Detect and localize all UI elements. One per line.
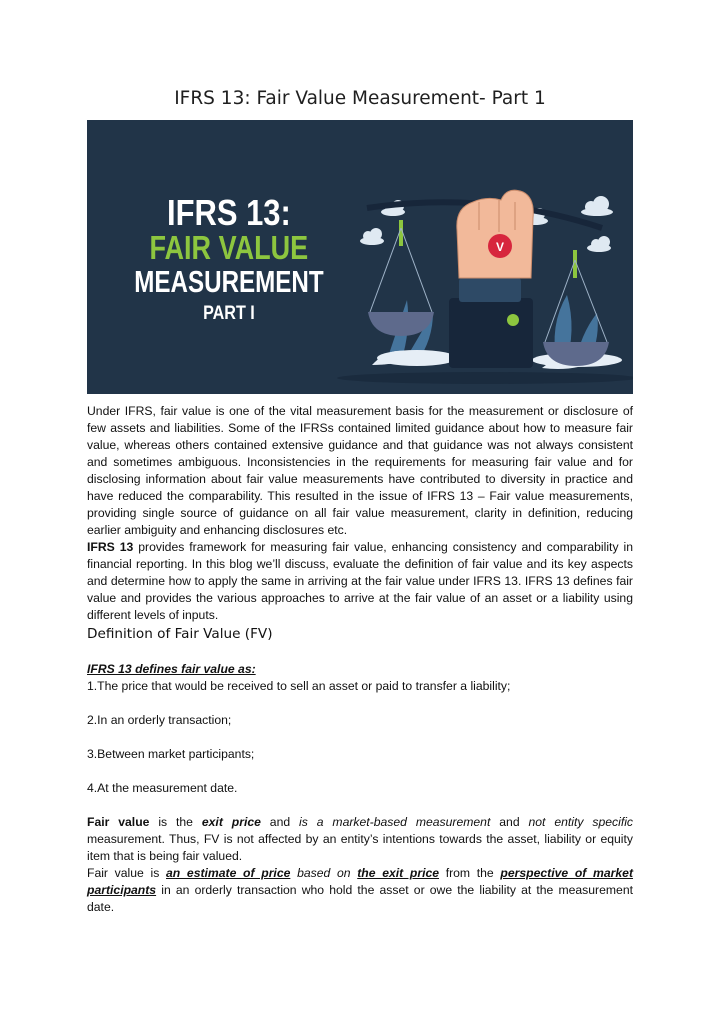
definition-item-3: 3.Between market participants; xyxy=(87,747,255,761)
banner-line-3: MEASUREMENT xyxy=(134,264,324,299)
intro-paragraph: Under IFRS, fair value is one of the vital measurement basis for the measurement or disclosure of few assets and liabilities. Some of the IFRSs contained limited guidance about how to measure fair value, whereas others contained extensive guidance and that guidance was not always consistent and sometimes ambiguous. Inconsistencies in the requirements for measuring fair value and for disclosing information about fair value measurements have contributed to diversity in practice and have reduced the comparability. This resulted in the issue of IFRS 13 – Fair value measurements, providing single source of guidance on all fair value measurement, clarity in definition, reducing earlier ambiguity and enhancing disclosures etc. xyxy=(87,404,633,537)
logo-letter: V xyxy=(495,240,505,254)
banner-line-2: FAIR VALUE xyxy=(149,230,309,267)
fair-value-paragraph: Fair value is the exit price and is a market-based measurement and not entity specific measurement. Thus, FV is not affected by an entity’s intentions towards the asset, liability or equity item that is being fair valued. xyxy=(87,815,634,863)
banner-image xyxy=(87,120,633,394)
framework-bold: IFRS 13 xyxy=(87,540,134,554)
defines-label: IFRS 13 defines fair value as: xyxy=(87,662,256,676)
definition-item-2: 2.In an orderly transaction; xyxy=(87,713,232,727)
page-title: IFRS 13: Fair Value Measurement- Part 1 xyxy=(174,88,546,109)
banner-line-1: IFRS 13: xyxy=(166,193,291,234)
definition-item-1: 1.The price that would be received to sell an asset or paid to transfer a liability; xyxy=(87,679,511,693)
estimate-paragraph: Fair value is an estimate of price based on the exit price from the perspective of market participants in an orderly transaction who hold the asset or owe the liability at the measurement date. xyxy=(87,866,634,914)
article-body xyxy=(87,403,633,916)
definition-heading: Definition of Fair Value (FV) xyxy=(87,626,273,642)
definition-item-4: 4.At the measurement date. xyxy=(87,781,238,795)
banner-line-4: PART I xyxy=(203,301,255,324)
framework-paragraph xyxy=(87,539,633,624)
framework-text: provides framework for measuring fair value, enhancing consistency and comparability in financial reporting. In this blog we’ll discuss, evaluate the definition of fair value and its key aspects and determine how to apply the same in arriving at the fair value under IFRS 13. IFRS 13 defines fair value and provides the various approaches to arrive at the fair value of an asset or a liability using different levels of inputs. xyxy=(87,540,633,622)
